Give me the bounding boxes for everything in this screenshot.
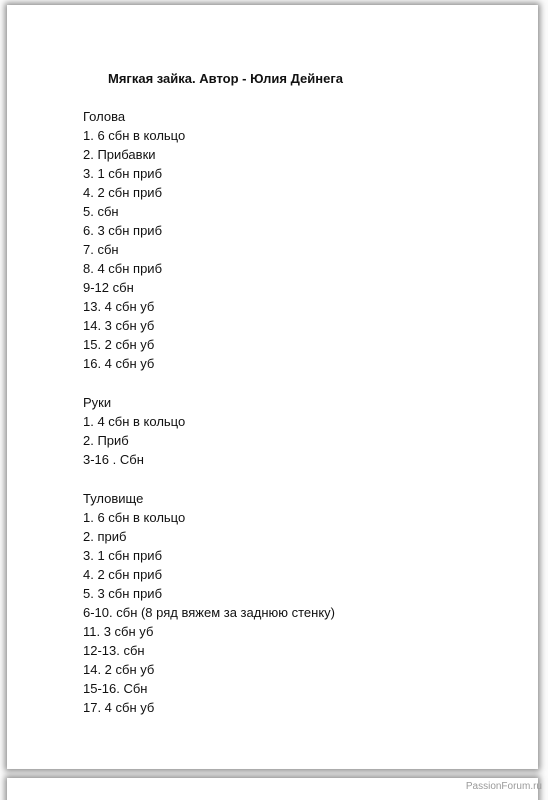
instruction-row: 5. 3 сбн приб [83,586,163,601]
instruction-row: 3. 1 сбн приб [83,166,163,181]
instruction-row: 17. 4 сбн уб [83,700,155,715]
document-title: Мягкая зайка. Автор - Юлия Дейнега [108,71,343,86]
instruction-row: 4. 2 сбн приб [83,185,163,200]
section-arms [83,393,185,469]
instruction-row: 12-13. сбн [83,643,145,658]
instruction-row: 15-16. Сбн [83,681,148,696]
instruction-row: 1. 6 сбн в кольцо [83,510,186,525]
instruction-row: 8. 4 сбн приб [83,261,163,276]
instruction-row: 2. Приб [83,433,129,448]
section-heading: Туловище [83,491,144,506]
section-head [83,107,185,373]
instruction-row: 2. Прибавки [83,147,156,162]
section-heading: Руки [83,395,112,410]
section-body [83,489,335,717]
instruction-row: 3-16 . Сбн [83,452,144,467]
instruction-row: 16. 4 сбн уб [83,356,155,371]
instruction-row: 11. 3 сбн уб [83,624,154,639]
instruction-row: 9-12 сбн [83,280,134,295]
next-document-page [7,778,538,800]
instruction-row: 14. 2 сбн уб [83,662,155,677]
instruction-row: 13. 4 сбн уб [83,299,155,314]
instruction-row: 15. 2 сбн уб [83,337,155,352]
instruction-row: 5. сбн [83,204,119,219]
instruction-row: 6. 3 сбн приб [83,223,163,238]
instruction-row: 1. 6 сбн в кольцо [83,128,186,143]
instruction-row: 14. 3 сбн уб [83,318,155,333]
section-heading: Голова [83,109,126,124]
instruction-row: 4. 2 сбн приб [83,567,163,582]
watermark: PassionForum.ru [465,781,542,792]
instruction-row: 2. приб [83,529,127,544]
instruction-row: 3. 1 сбн приб [83,548,163,563]
instruction-row: 1. 4 сбн в кольцо [83,414,186,429]
instruction-row: 6-10. сбн (8 ряд вяжем за заднюю стенку) [83,605,335,620]
instruction-row: 7. сбн [83,242,119,257]
